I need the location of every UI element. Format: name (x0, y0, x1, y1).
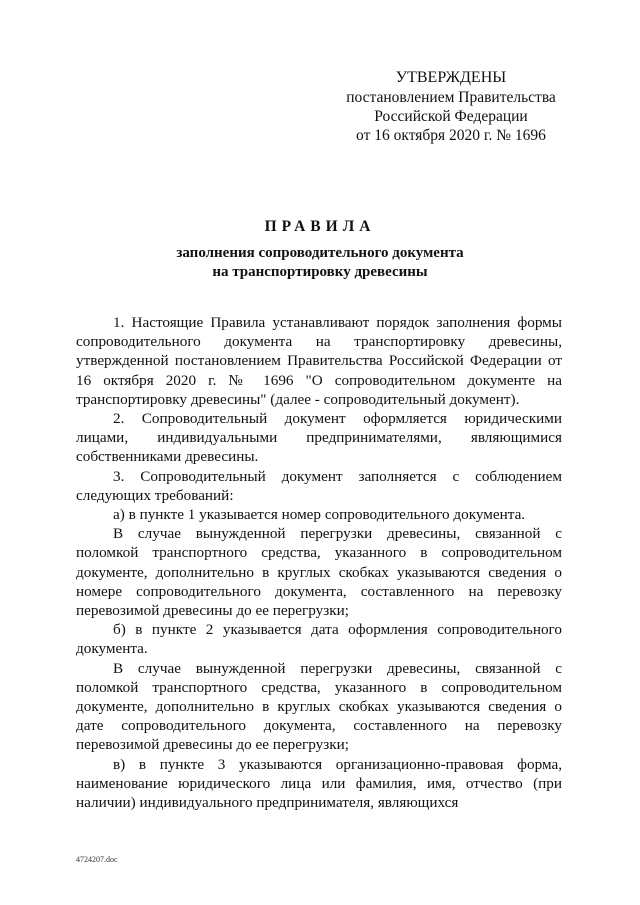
paragraph-3c: в) в пункте 3 указываются организационно-правовая форма, наименование юридического лица или фамилия, имя, отчество (при наличии) индивидуального предпринимателя, являющихся (76, 755, 562, 812)
paragraph-3: 3. Сопроводительный документ заполняется с соблюдением следующих требований: (76, 467, 562, 504)
document-subtitle (0, 244, 640, 282)
paragraph-3b: б) в пункте 2 указывается дата оформления сопроводительного документа. (76, 621, 562, 658)
approval-stamp (336, 68, 566, 145)
paragraph-2: 2. Сопроводительный документ оформляется юридическими лицами, индивидуальными предпринимателями, являющимися собственниками древесины. (76, 410, 562, 466)
paragraph-1: 1. Настоящие Правила устанавливают порядок заполнения формы сопроводительного документа на транспортировку древесины, утвержденной постановлением Правительства Российской Федерации от 16 октября 2020 г. № 1696 "О сопроводительном документе на транспортировку древесины" (далее - сопроводительный документ). (76, 314, 562, 408)
paragraph-3a: а) в пункте 1 указывается номер сопроводительного документа. (113, 506, 526, 524)
document-title: ПРАВИЛА (264, 218, 376, 235)
approval-line-2: Российской Федерации (374, 108, 528, 125)
approval-heading: УТВЕРЖДЕНЫ (395, 69, 507, 86)
document-body (76, 313, 562, 812)
paragraph-3b-note: В случае вынужденной перегрузки древесины, связанной с поломкой транспортного средства, указанного в сопроводительном документе, дополнительно в круглых скобках указываются сведения о дате сопроводительного документа, составленного на перевозку перевозимой древесины до ее перегрузки; (76, 659, 562, 754)
paragraph-3a-note: В случае вынужденной перегрузки древесины, связанной с поломкой транспортного средства, указанного в сопроводительном документе, дополнительно в круглых скобках указываются сведения о номере сопроводительного документа, составленного на перевозку перевозимой древесины до ее перегрузки; (76, 525, 562, 620)
subtitle-line-2: на транспортировку древесины (212, 264, 428, 280)
file-reference: 4724207.doc (76, 855, 118, 864)
approval-line-1: постановлением Правительства (346, 89, 556, 106)
approval-line-3: от 16 октября 2020 г. № 1696 (356, 127, 546, 144)
subtitle-line-1: заполнения сопроводительного документа (176, 245, 464, 261)
